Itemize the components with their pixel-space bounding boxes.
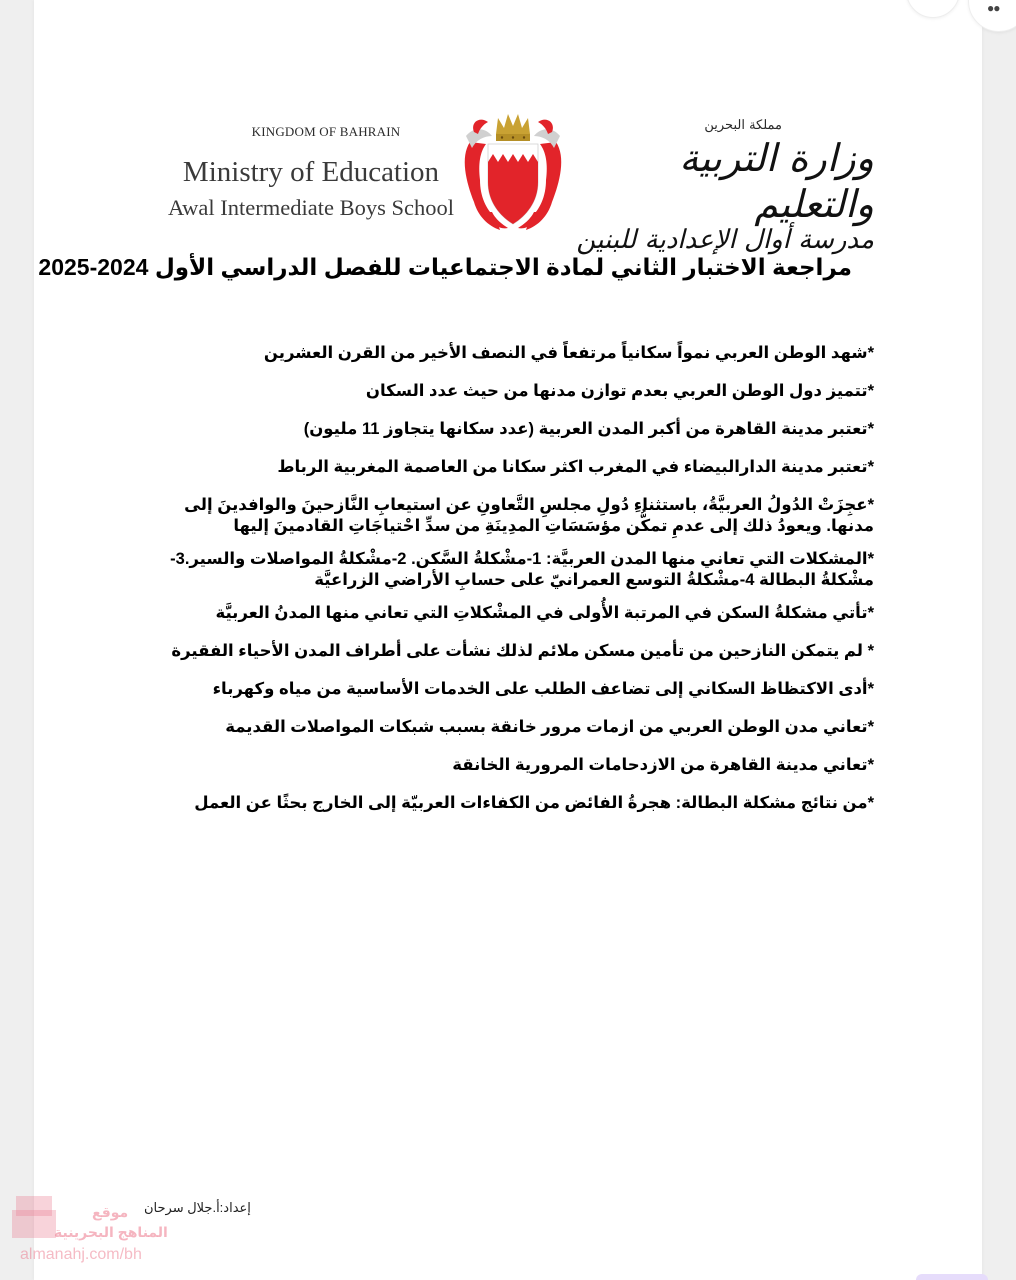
- note-item: *تعاني مدينة القاهرة من الازدحامات المرورية الخانقة: [452, 756, 874, 774]
- letterhead-arabic: [574, 118, 874, 255]
- arabic-school-label: مدرسة أوال الإعدادية للبنين: [576, 225, 874, 255]
- letterhead-english: [146, 124, 476, 221]
- note-item: *شهد الوطن العربي نمواً سكانياً مرتفعاً في النصف الأخير من القرن العشرين: [263, 344, 874, 362]
- note-item: *أدى الاكتظاظ السكاني إلى تضاعف الطلب على الخدمات الأساسية من مياه وكهرباء: [212, 680, 874, 698]
- note-item: *تأتي مشكلةُ السكن في المرتبة الأُولى في المشْكلاتِ التي تعاني منها المدنُ العربيَّة: [215, 604, 874, 622]
- watermark-line2: المناهج البحرينية: [54, 1224, 168, 1240]
- note-item: *المشكلات التي تعاني منها المدن العربيَّة: 1-مشْكلةُ السَّكن. 2-مشْكلةُ المواصلات والسير.3-مشْكلةُ البطالة 4-مشْكلةُ التوسع العمرانيّ على حسابِ الأراضي الزراعيَّة: [170, 550, 874, 589]
- watermark-url: almanahj.com/bh: [20, 1246, 142, 1263]
- ministry-label: Ministry of Education: [182, 156, 440, 188]
- arabic-kingdom-label: مملكة البحرين: [704, 118, 782, 133]
- bahrain-coat-of-arms-icon: [460, 112, 566, 234]
- note-item: *من نتائج مشكلة البطالة: هجرةُ الفائض من الكفاءات العربيّة إلى الخارج بحثًا عن العمل: [194, 794, 874, 812]
- arabic-ministry-label: وزارة التربية والتعليم: [679, 136, 874, 226]
- note-item: * لم يتمكن النازحين من تأمين مسكن ملائم لذلك نشأت على أطراف المدن الأحياء الفقيرة: [171, 642, 874, 660]
- note-item: *عجِزَتْ الدُولُ العربيَّةُ، باستثناءِ دُولِ مجلسِ التَّعاونِ عن استيعابِ النَّازحينَ والوافدينَ إلى مدنها. ويعودُ ذلك إلى عدمِ تمكُّن مؤسَسَاتِ المدِينَةِ من سدِّ احْتياجَاتِ القادمينَ إليها: [184, 496, 874, 535]
- note-item: *تعتبر مدينة القاهرة من أكبر المدن العربية (عدد سكانها يتجاوز 11 مليون): [303, 420, 874, 438]
- author-credit: إعداد:أ.جلال سرحان: [144, 1200, 251, 1215]
- letterhead: [34, 110, 982, 255]
- note-item: *تعاني مدن الوطن العربي من ازمات مرور خانقة بسبب شبكات المواصلات القديمة: [225, 718, 874, 736]
- note-item: *تتميز دول الوطن العربي بعدم توازن مدنها من حيث عدد السكان: [365, 382, 874, 400]
- more-options-icon: ●●: [987, 1, 1000, 15]
- watermark-line1: موقع: [92, 1204, 129, 1220]
- note-item: *تعتبر مدينة الدارالبيضاء في المغرب اكثر سكانا من العاصمة المغربية الرباط: [277, 458, 874, 476]
- school-label: Awal Intermediate Boys School: [168, 195, 454, 220]
- kingdom-label: KINGDOM OF BAHRAIN: [251, 124, 401, 139]
- document-page: [34, 0, 982, 1280]
- document-title: مراجعة الاختبار الثاني لمادة الاجتماعيات للفصل الدراسي الأول 2024-2025: [38, 254, 852, 280]
- review-notes-list: [142, 343, 874, 831]
- bottom-action-pill[interactable]: [916, 1274, 988, 1280]
